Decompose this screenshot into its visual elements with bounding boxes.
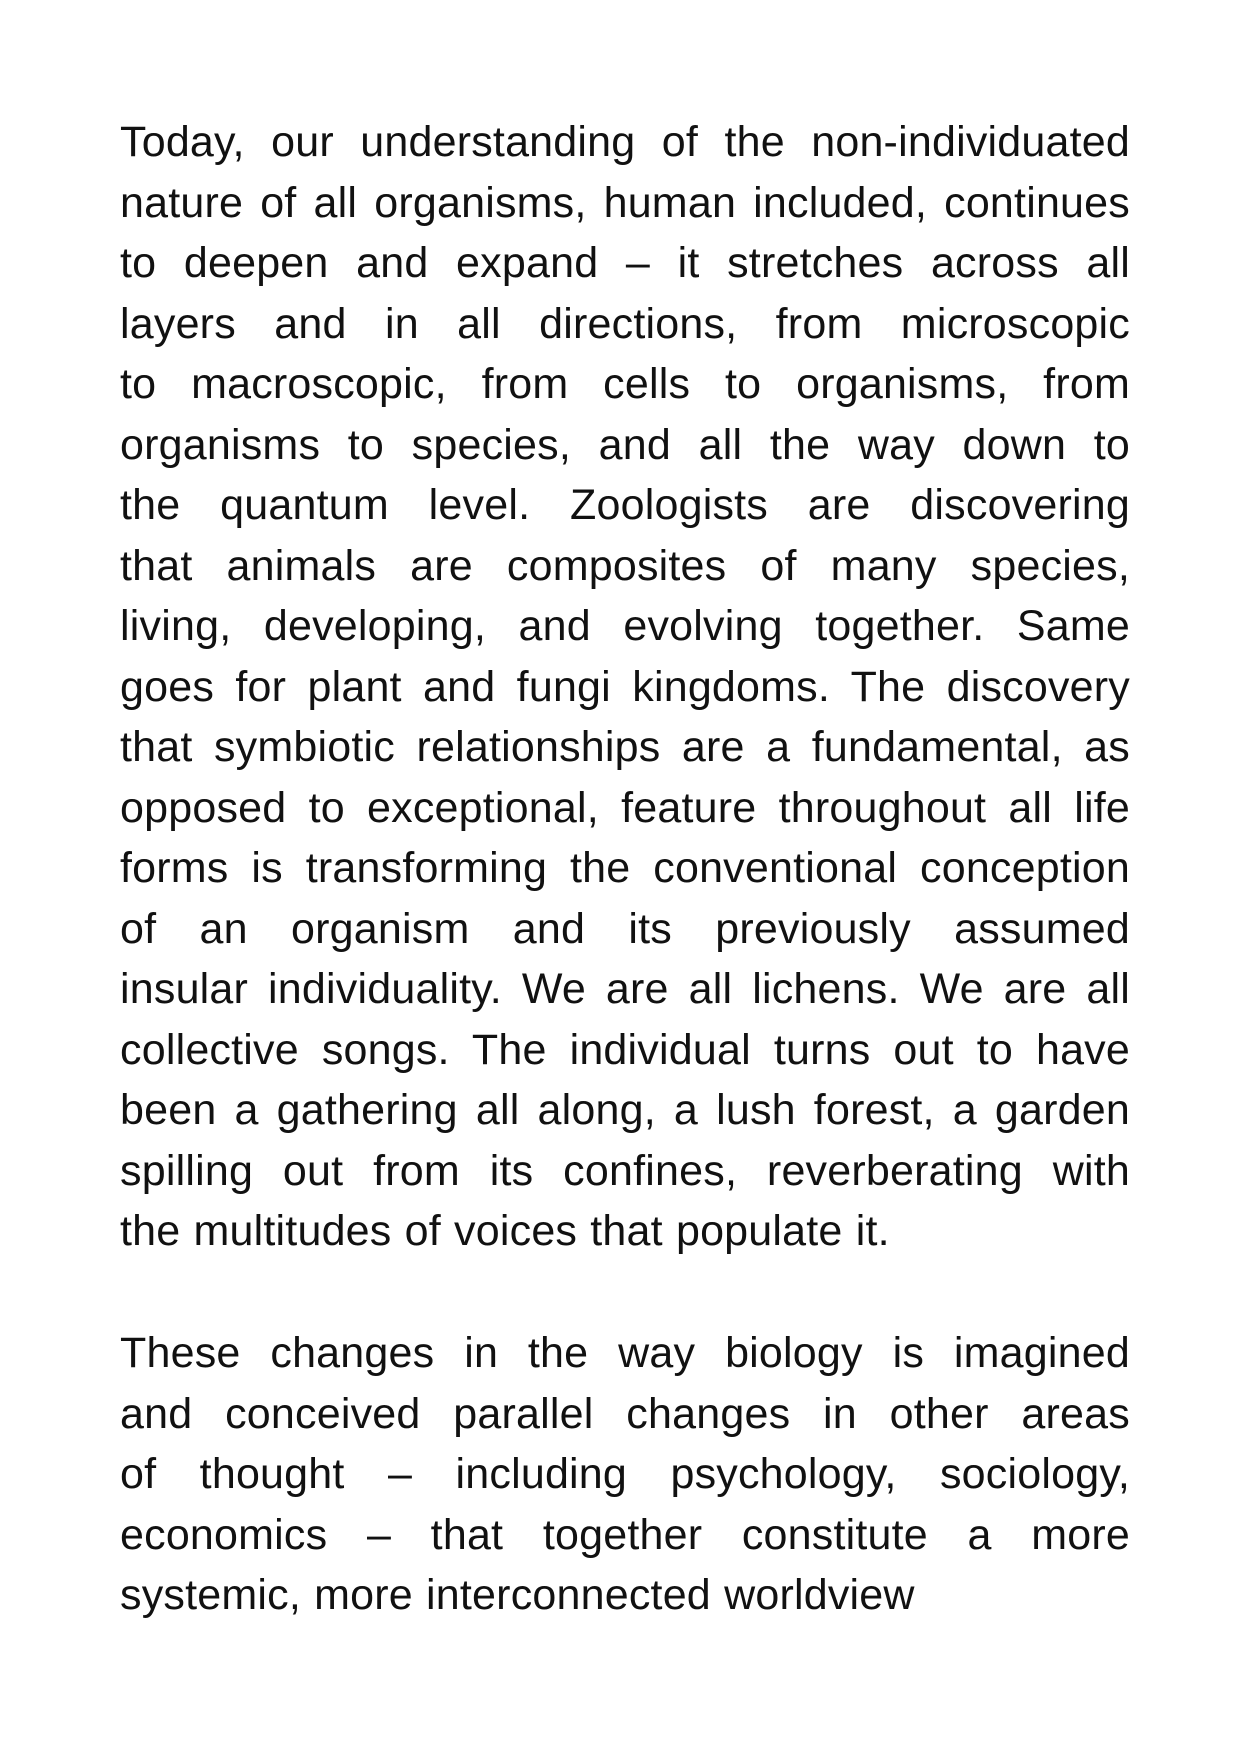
text-line: that symbiotic relationships are a fundamental, as (120, 723, 1130, 771)
text-line: the multitudes of voices that populate it. (120, 1207, 890, 1255)
text-line: spilling out from its confines, reverberating with (120, 1146, 1130, 1195)
paragraph-1 (120, 112, 1130, 1262)
paragraph-2 (120, 1323, 1130, 1626)
text-line: and conceived parallel changes in other areas (120, 1389, 1130, 1438)
text-line: Today, our understanding of the non-individuated (120, 118, 1130, 166)
text-line: collective songs. The individual turns out to have (120, 1025, 1130, 1074)
text-line: been a gathering all along, a lush forest, a garden (120, 1086, 1130, 1134)
text-line: nature of all organisms, human included, continues (120, 178, 1130, 227)
text-line: layers and in all directions, from microscopic (120, 299, 1130, 348)
text-line: opposed to exceptional, feature throughout all life (120, 783, 1130, 832)
text-line: to macroscopic, from cells to organisms, from (120, 360, 1130, 408)
text-line: living, developing, and evolving together. Same (120, 602, 1130, 650)
text-line: organisms to species, and all the way down to (120, 420, 1130, 469)
text-line: goes for plant and fungi kingdoms. The discovery (120, 662, 1130, 711)
text-line: These changes in the way biology is imagined (120, 1329, 1130, 1377)
text-line: systemic, more interconnected worldview (120, 1571, 915, 1619)
text-line: economics – that together constitute a more (120, 1510, 1130, 1559)
text-line: of thought – including psychology, sociology, (120, 1450, 1130, 1498)
text-line: forms is transforming the conventional conception (120, 844, 1130, 892)
text-line: the quantum level. Zoologists are discovering (120, 481, 1130, 529)
text-line: of an organism and its previously assumed (120, 904, 1130, 953)
text-line: insular individuality. We are all lichens. We are all (120, 965, 1130, 1013)
text-line: that animals are composites of many species, (120, 541, 1130, 590)
text-line: to deepen and expand – it stretches across all (120, 239, 1130, 287)
